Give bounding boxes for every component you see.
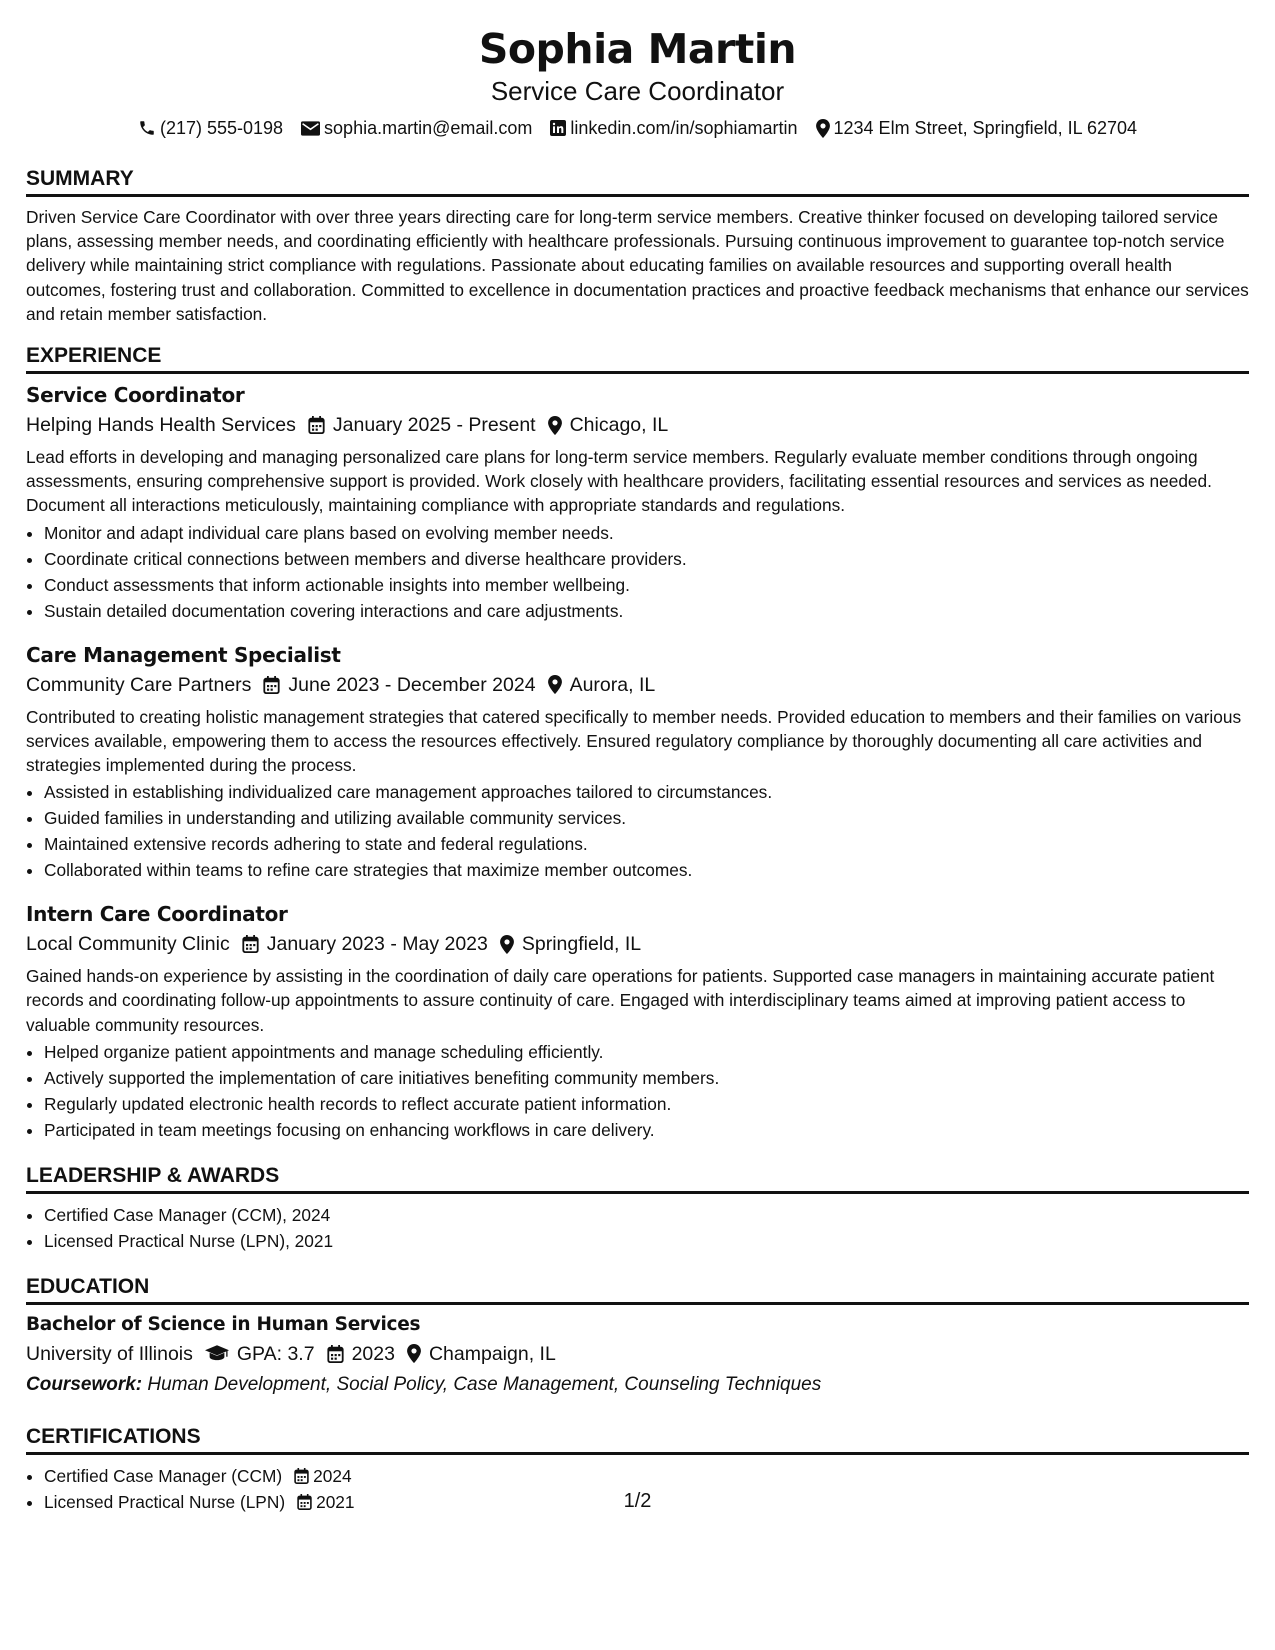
calendar-icon [242, 935, 259, 953]
job-dates: January 2025 - Present [332, 414, 536, 437]
candidate-name: Sophia Martin [478, 25, 797, 73]
job-location: Chicago, IL [569, 414, 669, 437]
coursework-text: Human Development, Social Policy, Case Management, Counseling Techniques [147, 1373, 822, 1395]
summary-section [26, 166, 1249, 326]
calendar-icon [263, 676, 280, 694]
calendar-icon [308, 416, 325, 434]
list-item: • Assisted in establishing individualized care management approaches tailored to circumstances. [44, 779, 1249, 805]
list-item: • Maintained extensive records adhering to state and federal regulations. [44, 831, 1249, 857]
job-bullets [26, 1039, 1249, 1143]
linkedin-icon [550, 120, 566, 136]
map-pin-icon [548, 675, 562, 694]
email-text: sophia.martin@email.com [324, 118, 533, 138]
list-item: • Collaborated within teams to refine care strategies that maximize member outcomes. [44, 857, 1249, 883]
job-title: Intern Care Coordinator [26, 902, 288, 927]
cert-year: 2021 [316, 1491, 355, 1512]
phone-text: (217) 555-0198 [159, 118, 284, 138]
envelope-icon [301, 121, 320, 136]
job-description: Contributed to creating holistic management strategies that catered specifically to member needs. Provided education to members and their families on various services available, empowering them to access the resources effectively. Ensured regulatory compliance by thoroughly documenting all care activities and strategies implemented during the process. [26, 706, 1242, 776]
cert-year: 2024 [313, 1465, 352, 1486]
calendar-icon [327, 1345, 344, 1363]
list-item: • Conduct assessments that inform actionable insights into member wellbeing. [44, 572, 1249, 598]
list-item: • Participated in team meetings focusing on enhancing workflows in care delivery. [44, 1117, 1249, 1143]
list-item: • Regularly updated electronic health records to reflect accurate patient information. [44, 1091, 1249, 1117]
job-location: Aurora, IL [569, 673, 656, 696]
education-meta [26, 1340, 1249, 1368]
cert-name: • Certified Case Manager (CCM) [44, 1465, 283, 1486]
job-dates: January 2023 - May 2023 [266, 933, 488, 956]
job-dates: June 2023 - December 2024 [288, 673, 536, 696]
list-item: • Helped organize patient appointments and manage scheduling efficiently. [44, 1039, 1249, 1065]
education-degree: Bachelor of Science in Human Services [26, 1313, 421, 1335]
calendar-icon [294, 1468, 309, 1484]
education-school: University of Illinois [26, 1342, 193, 1365]
map-pin-icon [816, 119, 830, 138]
section-title-summary: SUMMARY [26, 166, 1249, 197]
job-description: Lead efforts in developing and managing personalized care plans for long-term service members. Regularly evaluate member conditions through ongoing assessments, ensuring comprehensive support is provided. Work closely with healthcare providers, facilitating essential resources and services as needed. Document all interactions meticulously, maintaining compliance with appropriate standards and regulations. [26, 447, 1212, 516]
phone-icon [138, 119, 156, 137]
job-company: Community Care Partners [26, 673, 252, 696]
job-title: Service Coordinator [26, 383, 245, 408]
graduation-cap-icon [205, 1345, 229, 1362]
job-entry [26, 642, 1249, 884]
education-section [26, 1274, 1249, 1398]
list-item: • Monitor and adapt individual care plans based on evolving member needs. [44, 520, 1249, 546]
page-number: 1/2 [623, 1490, 652, 1512]
contact-address [816, 116, 1138, 140]
list-item: • Coordinate critical connections between members and diverse healthcare providers. [44, 546, 1249, 572]
map-pin-icon [548, 416, 562, 435]
list-item: • Sustain detailed documentation covering interactions and care adjustments. [44, 598, 1249, 624]
job-entry [26, 382, 1249, 624]
job-meta [26, 930, 1249, 958]
cert-name: • Licensed Practical Nurse (LPN) [44, 1491, 286, 1512]
list-item [44, 1463, 1249, 1489]
section-title-experience: EXPERIENCE [26, 343, 1249, 374]
resume-header [26, 24, 1249, 140]
linkedin-text: linkedin.com/in/sophiamartin [570, 118, 798, 138]
section-title-leadership: LEADERSHIP & AWARDS [26, 1163, 1249, 1194]
experience-section [26, 343, 1249, 1143]
job-location: Springfield, IL [521, 933, 642, 956]
summary-text: Driven Service Care Coordinator with over three years directing care for long-term service members. Creative thinker focused on developing tailored service plans, assessing member needs, and coordinating efficiently with healthcare professionals. Pursuing continuous improvement to guarantee top-notch service delivery while maintaining strict compliance with regulations. Passionate about educating families on available resources and supporting overall health outcomes, fostering trust and collaboration. Committed to excellence in documentation practices and proactive feedback mechanisms that enhance our services and retain member satisfaction. [26, 207, 1249, 324]
job-bullets [26, 779, 1249, 883]
job-title: Care Management Specialist [26, 642, 341, 667]
map-pin-icon [500, 935, 514, 954]
job-meta [26, 411, 1249, 439]
job-bullets [26, 520, 1249, 624]
contact-email[interactable] [301, 116, 532, 140]
leadership-section [26, 1163, 1249, 1254]
candidate-role: Service Care Coordinator [490, 76, 785, 106]
list-item: • Guided families in understanding and utilizing available community services. [44, 805, 1249, 831]
education-coursework [26, 1372, 1249, 1398]
section-title-education: EDUCATION [26, 1274, 1249, 1305]
contact-linkedin[interactable] [550, 116, 797, 140]
contact-phone[interactable] [138, 116, 283, 140]
coursework-label: Coursework: [26, 1373, 143, 1395]
job-company: Local Community Clinic [26, 933, 230, 956]
education-year: 2023 [351, 1342, 395, 1365]
list-item: • Certified Case Manager (CCM), 2024 [44, 1202, 1249, 1228]
education-location: Champaign, IL [428, 1342, 556, 1365]
leadership-list [26, 1202, 1249, 1254]
job-company: Helping Hands Health Services [26, 414, 296, 437]
education-gpa: GPA: 3.7 [236, 1342, 315, 1365]
contact-bar [26, 116, 1249, 140]
job-entry [26, 901, 1249, 1143]
list-item: • Actively supported the implementation of care initiatives benefiting community members. [44, 1065, 1249, 1091]
job-meta [26, 671, 1249, 699]
job-description: Gained hands-on experience by assisting in the coordination of daily care operations for patients. Supported case managers in maintaining accurate patient records and coordinating follow-up appointments to assure continuity of care. Engaged with interdisciplinary teams aimed at improving patient access to valuable community resources. [26, 966, 1215, 1035]
list-item: • Licensed Practical Nurse (LPN), 2021 [44, 1228, 1249, 1254]
address-text: 1234 Elm Street, Springfield, IL 62704 [833, 118, 1138, 138]
map-pin-icon [407, 1344, 421, 1363]
section-title-certifications: CERTIFICATIONS [26, 1424, 1249, 1455]
